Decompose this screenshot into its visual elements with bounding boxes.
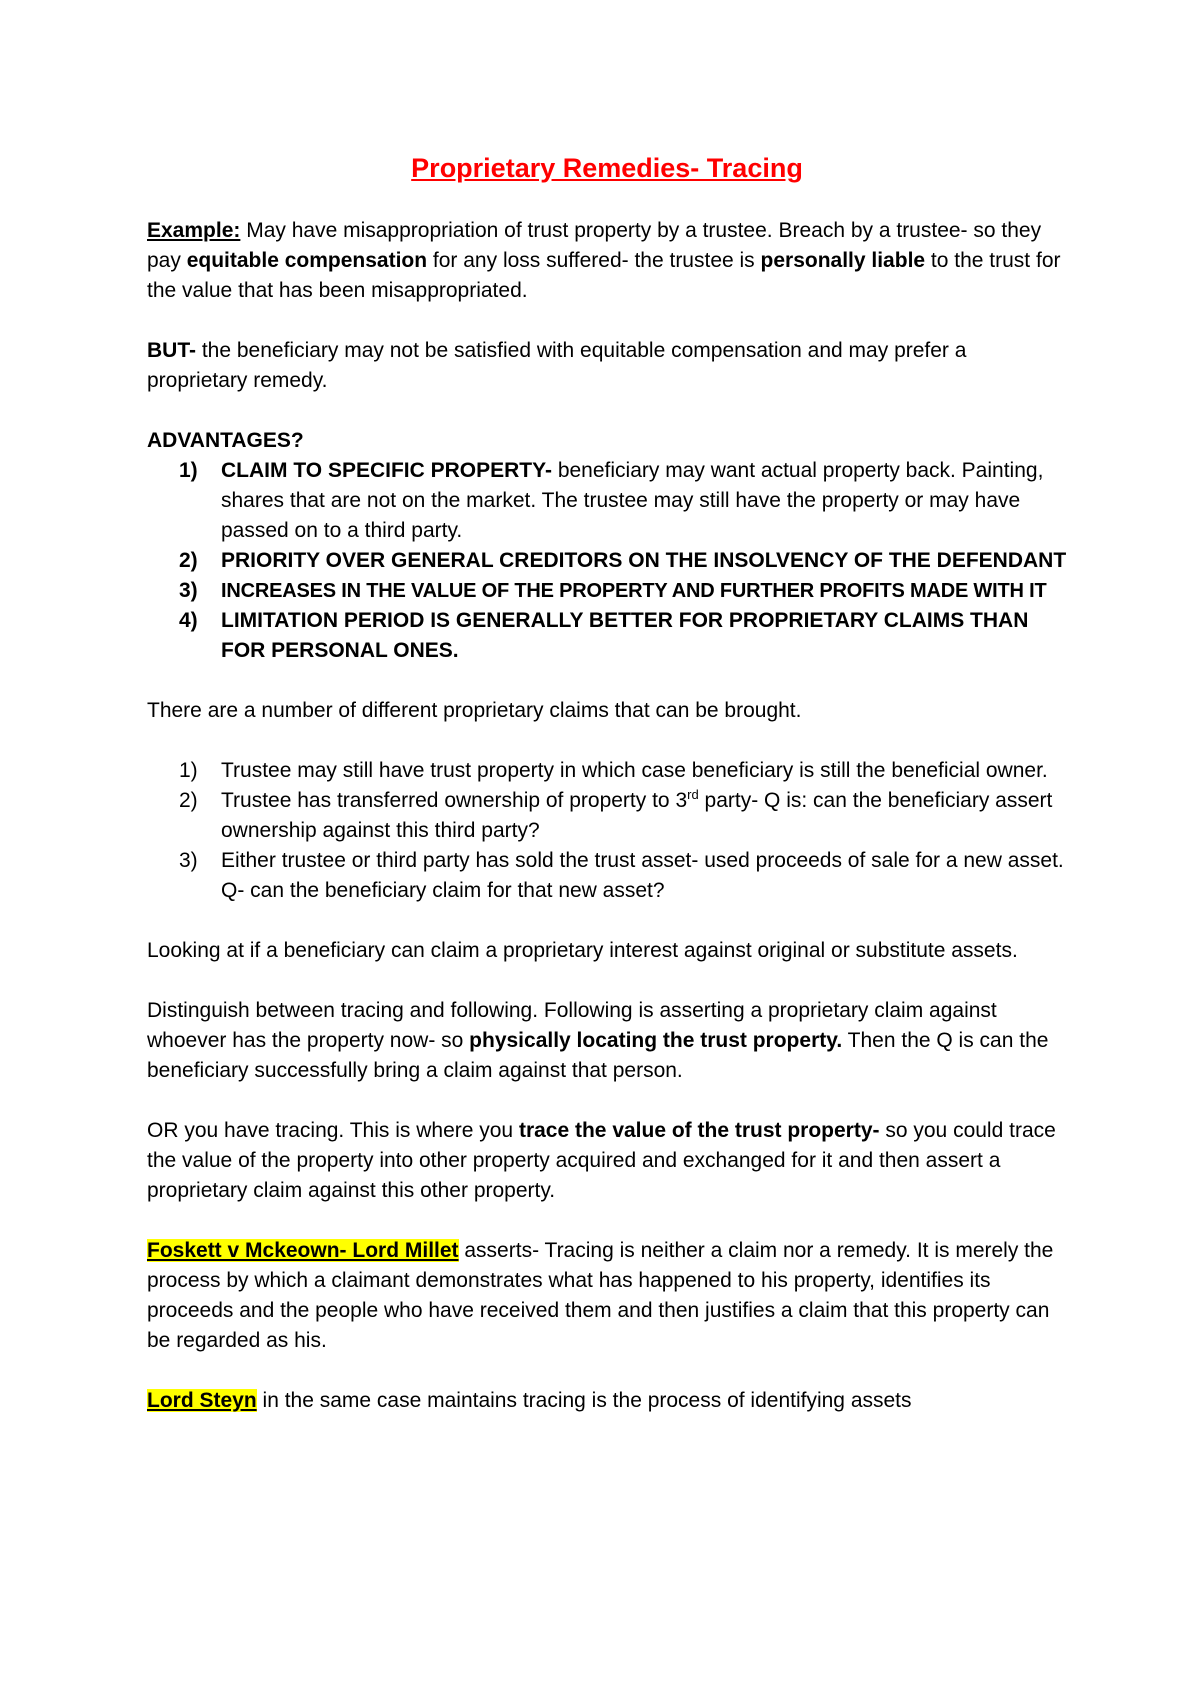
tracing-text-1: OR you have tracing. This is where you <box>147 1119 519 1142</box>
advantage-item <box>147 606 1067 666</box>
looking-paragraph: Looking at if a beneficiary can claim a proprietary interest against original or substitute assets. <box>147 939 1018 962</box>
but-paragraph <box>147 336 1067 396</box>
list-number: 1) <box>179 459 198 482</box>
example-label: Example: <box>147 219 241 242</box>
distinguish-paragraph <box>147 996 1067 1086</box>
list-number: 2) <box>179 789 198 812</box>
steyn-text: in the same case maintains tracing is the process of identifying assets <box>256 1389 912 1412</box>
document-body <box>147 150 1067 1446</box>
claim-text-continued: party- Q is: can the beneficiary assert ownership against this third party? <box>221 789 1053 842</box>
claim-item <box>147 786 1067 846</box>
example-text-1: May have misappropriation of trust property by a trustee. Breach by a trustee- so they pay <box>147 219 1042 272</box>
advantage-text: beneficiary may want actual property back. Painting, shares that are not on the market. The trustee may still have the property or may have passed on to a third party. <box>221 459 1044 542</box>
distinguish-bold: physically locating the trust property. <box>469 1029 843 1052</box>
example-text-3: to the trust for the value that has been misappropriated. <box>147 249 1061 302</box>
claim-item <box>147 846 1067 906</box>
advantage-title: INCREASES IN THE VALUE OF THE PROPERTY AND FURTHER PROFITS MADE WITH IT <box>221 580 1047 602</box>
foskett-paragraph <box>147 1236 1067 1356</box>
steyn-paragraph <box>147 1386 1067 1416</box>
case-citation-highlight: Foskett v Mckeown- Lord Millet <box>147 1239 459 1262</box>
but-label: BUT- <box>147 339 196 362</box>
distinguish-text-1: Distinguish between tracing and following. Following is asserting a proprietary claim against whoever has the property now- so <box>147 999 997 1052</box>
example-bold-1: equitable compensation <box>186 249 428 272</box>
claim-item <box>147 756 1067 786</box>
claims-intro: There are a number of different proprietary claims that can be brought. <box>147 699 802 722</box>
tracing-bold: trace the value of the trust property- <box>518 1119 880 1142</box>
page-title: Proprietary Remedies- Tracing <box>411 153 803 183</box>
example-paragraph <box>147 216 1067 306</box>
tracing-text-2: so you could trace the value of the property into other property acquired and exchanged for it and then assert a proprietary claim against this other property. <box>147 1119 1056 1202</box>
distinguish-text-2: Then the Q is can the beneficiary successfully bring a claim against that person. <box>147 1029 1049 1082</box>
advantage-item <box>147 456 1067 546</box>
advantages-heading: ADVANTAGES? <box>147 429 304 452</box>
advantages-list <box>147 456 1067 666</box>
list-number: 1) <box>179 759 198 782</box>
example-text-2: for any loss suffered- the trustee is <box>427 249 761 272</box>
claim-text: Trustee may still have trust property in which case beneficiary is still the beneficial owner. <box>221 759 1048 782</box>
advantage-title: LIMITATION PERIOD IS GENERALLY BETTER FOR PROPRIETARY CLAIMS THAN FOR PERSONAL ONES. <box>221 609 1029 662</box>
list-number: 4) <box>179 609 198 632</box>
claim-text: Either trustee or third party has sold the trust asset- used proceeds of sale for a new asset. Q- can the beneficiary claim for that new asset? <box>221 849 1064 902</box>
list-number: 2) <box>179 549 198 572</box>
foskett-text: asserts- Tracing is neither a claim nor a remedy. It is merely the process by which a claimant demonstrates what has happened to his property, identifies its proceeds and the people who have received them and then justifies a claim that this property can be regarded as his. <box>147 1239 1054 1352</box>
ordinal-superscript: rd <box>687 787 699 802</box>
list-number: 3) <box>179 849 198 872</box>
claims-list <box>147 756 1067 906</box>
advantage-title: CLAIM TO SPECIFIC PROPERTY- <box>221 459 552 482</box>
example-bold-2: personally liable <box>760 249 926 272</box>
advantage-title: PRIORITY OVER GENERAL CREDITORS ON THE INSOLVENCY OF THE DEFENDANT <box>221 549 1067 572</box>
tracing-paragraph <box>147 1116 1067 1206</box>
list-number: 3) <box>179 579 198 602</box>
judge-name-highlight: Lord Steyn <box>147 1389 257 1412</box>
but-text: the beneficiary may not be satisfied with equitable compensation and may prefer a proprietary remedy. <box>147 339 967 392</box>
advantage-item <box>147 576 1067 606</box>
advantage-item <box>147 546 1067 576</box>
claim-text: Trustee has transferred ownership of property to 3 <box>221 789 688 812</box>
